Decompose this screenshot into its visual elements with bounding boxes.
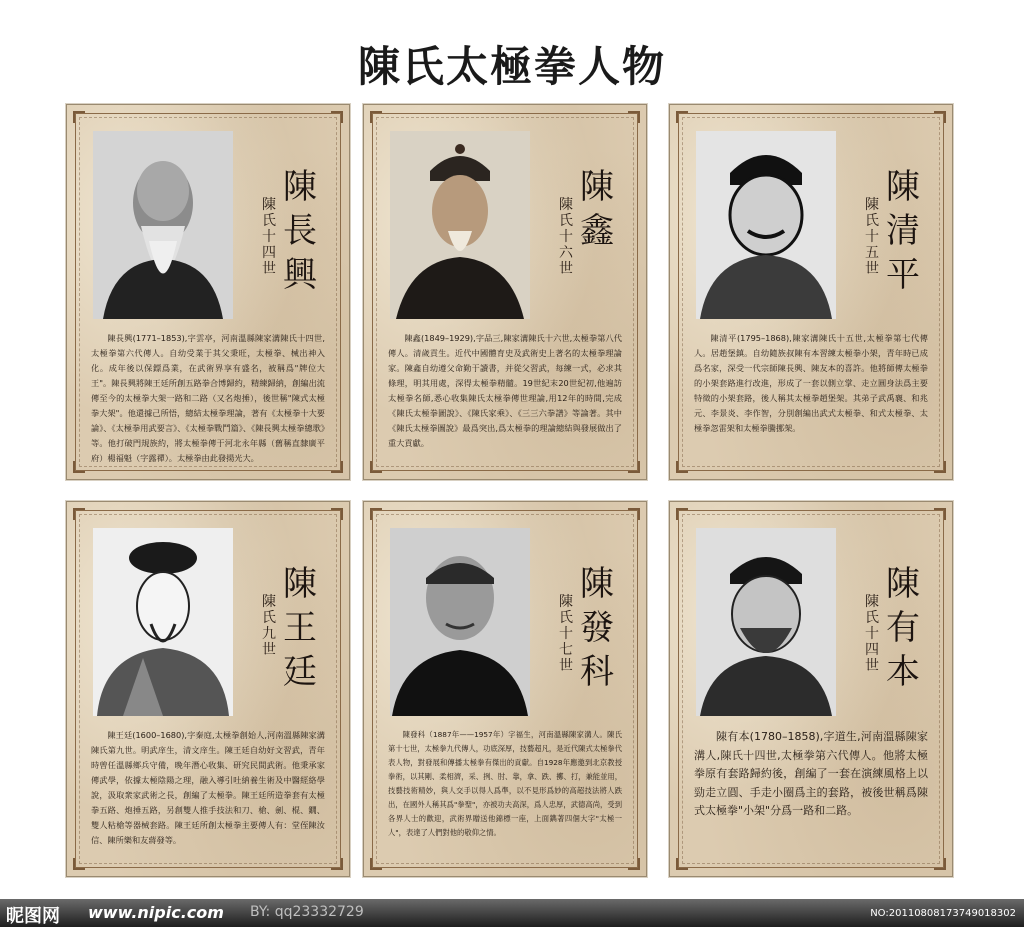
biography-card-chen-qingping: [669, 104, 953, 480]
portrait-image: [696, 528, 836, 716]
biography-card-chen-wangting: [66, 501, 350, 877]
name-vertical: 陳 長 興: [283, 167, 317, 295]
biography-text: 陳清平(1795–1868),陳家溝陳氏十五世,太極拳第七代傳人。居趙堡鎮。自幼隨族叔陳有本習練太極拳小架，青年時已成爲名家，深受一代宗師陳長興、陳友本的喜許。他將師傳太極拳的小架套路進行改進，形成了一套以側立掌、走立圓身法爲主要特徵的小架套路，後人稱其太極拳趙堡架。其弟子武禹襄、和兆元、李景炎、李作智，分別創編出武式太極拳、和式太極拳、太極拳忽雷架和太極拳騰挪架。: [694, 333, 928, 433]
name-vertical: 陳 發 科: [580, 564, 614, 692]
generation-vertical: 陳 氏 十 六 世: [559, 197, 573, 277]
name-vertical: 陳 有 本: [886, 564, 920, 692]
watermark-logo: 昵图网: [6, 906, 60, 927]
biography-card-chen-fake: [363, 501, 647, 877]
name-vertical: 陳 清 平: [886, 167, 920, 295]
watermark-site: www.nipic.com: [88, 903, 224, 922]
biography-text: 陳鑫(1849–1929),字品三,陳家溝陳氏十六世,太極拳第八代傳人。清歲貢生。近代中國體育史及武術史上著名的太極拳理論家。陳鑫自幼遵父命勤于讀書，并從父習武，每練一式，必求其條理，明其用處，深得太極拳精髓。19世紀末20世紀初,他遍訪太極拳名師,悉心收集陳氏太極拳傳世理論,用12年的時間,完成《陳氏太極拳圖說》、《陳氏家乘》、《三三六拳譜》等論著。其中《陳氏太極拳圖說》最爲突出,爲太極拳的理論總結與發展做出了重大貢獻。: [388, 333, 622, 448]
generation-vertical: 陳 氏 十 四 世: [262, 197, 276, 277]
generation-vertical: 陳 氏 十 四 世: [865, 594, 879, 674]
watermark-id: NO:20110808173749018302: [870, 908, 1016, 919]
biography-card-chen-xin: [363, 104, 647, 480]
portrait-image: [93, 528, 233, 716]
portrait-image: [93, 131, 233, 319]
portrait-image: [390, 131, 530, 319]
biography-text: 陳發科（1887年——1957年）字福生，河南溫縣陳家溝人。陳氏第十七世，太極拳九代傳人，功底深厚，技藝超凡，是近代陳式太極拳代表人物，對發展和傳播太極拳有傑出的貢獻。自1928年應邀到北京教授拳術，以其剛、柔相濟，采、挒、肘、靠，拿、跌、擲、打，兼能並用，技藝技術精妙，與人交手以得人爲準，以不見形爲妙的高超技法將人跌出，在國外人稱其爲"拳聖"，亦被功夫高深，爲人忠厚，武德高尚，受到各界人士的歡迎，武術界贈送他錦標一座，上面鐫著四個大字"太極一人"，表達了人們對他的敬仰之情。: [388, 730, 622, 837]
portrait-image: [390, 528, 530, 716]
watermark-author: BY: qq23332729: [250, 904, 364, 920]
generation-vertical: 陳 氏 九 世: [262, 594, 276, 658]
page-title: 陳氏太極拳人物: [357, 42, 666, 91]
portrait-image: [696, 131, 836, 319]
biography-card-chen-youben: [669, 501, 953, 877]
biography-text: 陳長興(1771–1853),字雲亭，河南溫縣陳家溝陳氏十四世,太極拳第六代傳人。自幼受業于其父秉旺，太極拳、械出神入化。成年後以保鏢爲業，在武術界享有盛名，被稱爲"牌位大王"。陳長興將陳王廷所創五路拳合博歸約，精練歸納，創編出流傳至今的太極拳大架一路和二路（又名炮捶），後世稱"陳式太極拳大架"。他還據己所悟，總結太極拳理論，著有《太極拳十大要論》、《太極拳用武要言》、《太極拳戰鬥篇》、《陳長興太極拳總歌》等。他打破門規族約，將太極拳傳于河北永年縣（舊稱直隸廣平府）楊福魁（字露禪）。太極拳由此發揚光大。: [91, 333, 325, 463]
name-vertical: 陳 王 廷: [283, 564, 317, 692]
biography-text: 陳有本(1780–1858),字道生,河南溫縣陳家溝人,陳氏十四世,太極拳第六代傳人。他將太極拳原有套路歸約後，創編了一套在演練風格上以勁走立圓、手走小圈爲主的套路，被後世稱爲陳式太極拳"小架"分爲一路和二路。: [694, 730, 928, 817]
biography-text: 陳王廷(1600–1680),字秦庭,太極拳創始人,河南溫縣陳家溝陳氏第九世。明武庠生，清文庠生。陳王廷自幼好文習武，青年時曾任溫縣鄉兵守備，晚年潛心收集、研究民間武術。他秉承家傳武學，依據太極陰陽之理，融入導引吐納養生術及中醫經絡學說，汲取衆家武術之長，創編了太極拳。陳王廷所造拳套有太極拳五路、炮捶五路，另創雙人推手技法和刀、槍、劍、棍、鐗、雙人粘槍等器械套路。陳王廷所創太極拳主要傳人有：堂侄陳汝信、陳所樂和友蔣發等。: [91, 730, 325, 845]
biography-card-chen-changxing: [66, 104, 350, 480]
generation-vertical: 陳 氏 十 七 世: [559, 594, 573, 674]
name-vertical: 陳 鑫: [580, 167, 614, 251]
generation-vertical: 陳 氏 十 五 世: [865, 197, 879, 277]
watermark-bar: [0, 899, 1024, 927]
